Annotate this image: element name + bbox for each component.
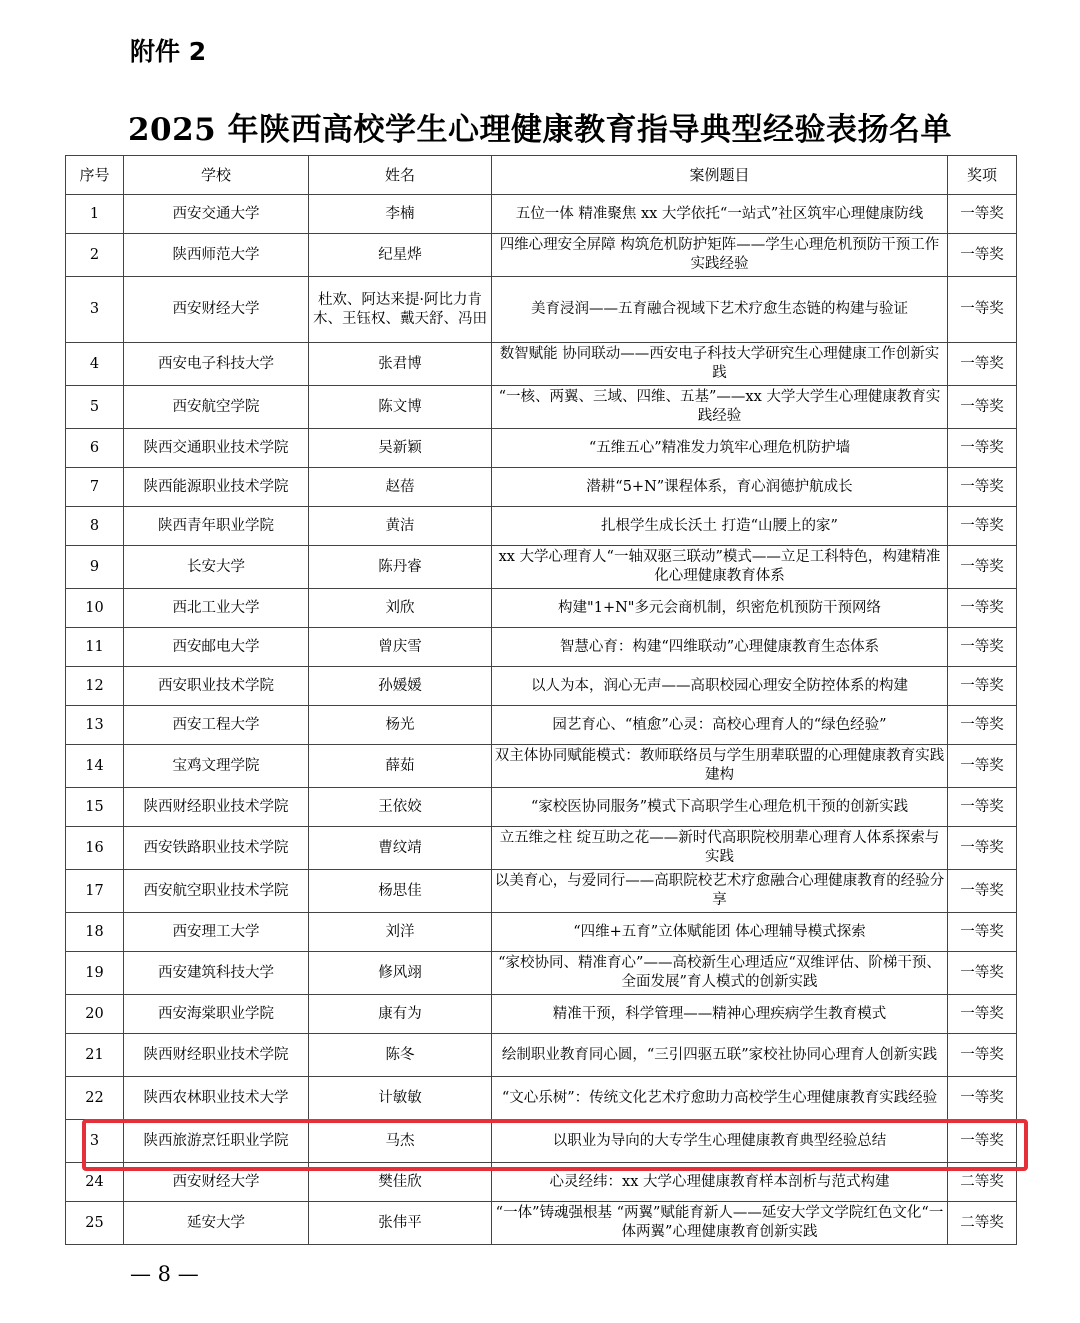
- cell-name: 吴新颖: [309, 429, 492, 468]
- table-row: [66, 995, 1017, 1034]
- cell-award: 一等奖: [948, 827, 1017, 870]
- table-row: [66, 546, 1017, 589]
- cell-school: 延安大学: [124, 1202, 309, 1245]
- cell-index: 14: [66, 745, 124, 788]
- cell-case-title: 心灵经纬：xx 大学心理健康教育样本剖析与范式构建: [492, 1163, 948, 1202]
- cell-name: 陈文博: [309, 386, 492, 429]
- cell-award: 一等奖: [948, 788, 1017, 827]
- cell-award: 一等奖: [948, 386, 1017, 429]
- cell-award: 一等奖: [948, 234, 1017, 277]
- cell-name: 刘洋: [309, 913, 492, 952]
- cell-award: 一等奖: [948, 589, 1017, 628]
- cell-case-title: 数智赋能 协同联动——西安电子科技大学研究生心理健康工作创新实践: [492, 343, 948, 386]
- awards-table: [65, 155, 1017, 1245]
- cell-award: 一等奖: [948, 468, 1017, 507]
- cell-school: 陕西交通职业技术学院: [124, 429, 309, 468]
- cell-award: 一等奖: [948, 429, 1017, 468]
- cell-case-title: 以美育心，与爱同行——高职院校艺术疗愈融合心理健康教育的经验分享: [492, 870, 948, 913]
- cell-award: 一等奖: [948, 546, 1017, 589]
- cell-award: 一等奖: [948, 1034, 1017, 1077]
- col-header-award: 奖项: [948, 156, 1017, 195]
- cell-award: 一等奖: [948, 343, 1017, 386]
- table-header-row: [66, 156, 1017, 195]
- cell-case-title: 精准干预，科学管理——精神心理疾病学生教育模式: [492, 995, 948, 1034]
- cell-award: 一等奖: [948, 913, 1017, 952]
- cell-school: 陕西能源职业技术学院: [124, 468, 309, 507]
- cell-name: 纪星烨: [309, 234, 492, 277]
- cell-school: 西安职业技术学院: [124, 667, 309, 706]
- table-row: [66, 952, 1017, 995]
- table-row: [66, 667, 1017, 706]
- cell-case-title: “一体”铸魂强根基 “两翼”赋能育新人——延安大学文学院红色文化“一体两翼”心理健康教育创新实践: [492, 1202, 948, 1245]
- table-row: [66, 788, 1017, 827]
- col-header-name: 姓名: [309, 156, 492, 195]
- cell-case-title: “家校医协同服务”模式下高职学生心理危机干预的创新实践: [492, 788, 948, 827]
- cell-school: 西安航空学院: [124, 386, 309, 429]
- cell-school: 陕西旅游烹饪职业学院: [124, 1120, 309, 1163]
- cell-award: 一等奖: [948, 1077, 1017, 1120]
- cell-school: 西安财经大学: [124, 1163, 309, 1202]
- cell-case-title: 五位一体 精准聚焦 xx 大学依托“一站式”社区筑牢心理健康防线: [492, 195, 948, 234]
- table-row: [66, 277, 1017, 343]
- table-row: [66, 343, 1017, 386]
- table-row: [66, 1163, 1017, 1202]
- cell-school: 西北工业大学: [124, 589, 309, 628]
- document-title: 2025 年陕西高校学生心理健康教育指导典型经验表扬名单: [127, 112, 953, 148]
- cell-name: 薛茹: [309, 745, 492, 788]
- cell-school: 陕西青年职业学院: [124, 507, 309, 546]
- cell-case-title: 四维心理安全屏障 构筑危机防护矩阵——学生心理危机预防干预工作实践经验: [492, 234, 948, 277]
- cell-index: 4: [66, 343, 124, 386]
- cell-name: 马杰: [309, 1120, 492, 1163]
- cell-case-title: xx 大学心理育人“一轴双驱三联动”模式——立足工科特色，构建精准化心理健康教育体系: [492, 546, 948, 589]
- cell-name: 陈丹睿: [309, 546, 492, 589]
- cell-award: 一等奖: [948, 277, 1017, 343]
- cell-school: 西安电子科技大学: [124, 343, 309, 386]
- table-row: [66, 589, 1017, 628]
- cell-index: 13: [66, 706, 124, 745]
- table-row: [66, 1202, 1017, 1245]
- table-row: [66, 1120, 1017, 1163]
- cell-index: 22: [66, 1077, 124, 1120]
- cell-case-title: “家校协同、精准育心”——高校新生心理适应“双维评估、阶梯干预、全面发展”育人模式的创新实践: [492, 952, 948, 995]
- cell-name: 修风翊: [309, 952, 492, 995]
- cell-name: 黄洁: [309, 507, 492, 546]
- table-row: [66, 507, 1017, 546]
- cell-case-title: 潜耕“5+N”课程体系，育心润德护航成长: [492, 468, 948, 507]
- cell-award: 一等奖: [948, 995, 1017, 1034]
- cell-index: 9: [66, 546, 124, 589]
- table-body: [66, 195, 1017, 1245]
- cell-name: 刘欣: [309, 589, 492, 628]
- cell-award: 一等奖: [948, 667, 1017, 706]
- cell-index: 18: [66, 913, 124, 952]
- table-row: [66, 745, 1017, 788]
- cell-index: 1: [66, 195, 124, 234]
- cell-case-title: 构建"1+N"多元会商机制，织密危机预防干预网络: [492, 589, 948, 628]
- cell-name: 曹纹靖: [309, 827, 492, 870]
- cell-school: 西安财经大学: [124, 277, 309, 343]
- cell-index: 6: [66, 429, 124, 468]
- cell-name: 张君博: [309, 343, 492, 386]
- cell-index: 2: [66, 234, 124, 277]
- cell-index: 24: [66, 1163, 124, 1202]
- table-row: [66, 706, 1017, 745]
- cell-school: 西安航空职业技术学院: [124, 870, 309, 913]
- cell-school: 陕西农林职业技术大学: [124, 1077, 309, 1120]
- table-row: [66, 913, 1017, 952]
- table-row: [66, 429, 1017, 468]
- cell-index: 17: [66, 870, 124, 913]
- cell-name: 杜欢、阿达来提·阿比力肯木、王钰权、戴天舒、冯田: [309, 277, 492, 343]
- cell-award: 一等奖: [948, 507, 1017, 546]
- cell-index: 10: [66, 589, 124, 628]
- cell-name: 孙媛媛: [309, 667, 492, 706]
- cell-case-title: 以人为本，润心无声——高职校园心理安全防控体系的构建: [492, 667, 948, 706]
- cell-award: 一等奖: [948, 195, 1017, 234]
- cell-award: 一等奖: [948, 1120, 1017, 1163]
- cell-name: 陈冬: [309, 1034, 492, 1077]
- table-row: [66, 870, 1017, 913]
- cell-award: 一等奖: [948, 745, 1017, 788]
- cell-school: 长安大学: [124, 546, 309, 589]
- cell-index: 11: [66, 628, 124, 667]
- cell-name: 王依姣: [309, 788, 492, 827]
- table-row: [66, 386, 1017, 429]
- cell-index: 8: [66, 507, 124, 546]
- cell-name: 曾庆雪: [309, 628, 492, 667]
- cell-case-title: 智慧心育：构建“四维联动”心理健康教育生态体系: [492, 628, 948, 667]
- cell-case-title: “四维+五育”立体赋能团 体心理辅导模式探索: [492, 913, 948, 952]
- cell-school: 陕西财经职业技术学院: [124, 788, 309, 827]
- cell-case-title: 扎根学生成长沃土 打造“山腰上的家”: [492, 507, 948, 546]
- cell-case-title: 以职业为导向的大专学生心理健康教育典型经验总结: [492, 1120, 948, 1163]
- cell-case-title: 立五维之柱 绽互助之花——新时代高职院校朋辈心理育人体系探索与实践: [492, 827, 948, 870]
- cell-school: 西安建筑科技大学: [124, 952, 309, 995]
- cell-award: 一等奖: [948, 870, 1017, 913]
- cell-award: 二等奖: [948, 1202, 1017, 1245]
- cell-award: 一等奖: [948, 952, 1017, 995]
- cell-name: 杨思佳: [309, 870, 492, 913]
- cell-school: 西安工程大学: [124, 706, 309, 745]
- cell-school: 陕西师范大学: [124, 234, 309, 277]
- cell-case-title: “文心乐树”：传统文化艺术疗愈助力高校学生心理健康教育实践经验: [492, 1077, 948, 1120]
- cell-index: 7: [66, 468, 124, 507]
- cell-index: 15: [66, 788, 124, 827]
- cell-case-title: 绘制职业教育同心圆，“三引四驱五联”家校社协同心理育人创新实践: [492, 1034, 948, 1077]
- col-header-school: 学校: [124, 156, 309, 195]
- cell-school: 西安理工大学: [124, 913, 309, 952]
- cell-school: 陕西财经职业技术学院: [124, 1034, 309, 1077]
- cell-school: 宝鸡文理学院: [124, 745, 309, 788]
- cell-index: 20: [66, 995, 124, 1034]
- cell-school: 西安铁路职业技术学院: [124, 827, 309, 870]
- table-row: [66, 827, 1017, 870]
- cell-award: 一等奖: [948, 706, 1017, 745]
- cell-index: 5: [66, 386, 124, 429]
- cell-name: 张伟平: [309, 1202, 492, 1245]
- table-row: [66, 1034, 1017, 1077]
- page-number: — 8 —: [130, 1262, 199, 1286]
- cell-case-title: “五维五心”精准发力筑牢心理危机防护墙: [492, 429, 948, 468]
- cell-name: 李楠: [309, 195, 492, 234]
- table-row: [66, 1077, 1017, 1120]
- table-row: [66, 195, 1017, 234]
- cell-case-title: 美育浸润——五育融合视域下艺术疗愈生态链的构建与验证: [492, 277, 948, 343]
- cell-case-title: 双主体协同赋能模式：教师联络员与学生朋辈联盟的心理健康教育实践建构: [492, 745, 948, 788]
- cell-index: 3: [66, 277, 124, 343]
- table-row: [66, 468, 1017, 507]
- cell-case-title: “一核、两翼、三域、四维、五基”——xx 大学大学生心理健康教育实践经验: [492, 386, 948, 429]
- cell-award: 二等奖: [948, 1163, 1017, 1202]
- cell-index: 3: [66, 1120, 124, 1163]
- attachment-label: 附件 2: [130, 37, 207, 66]
- cell-award: 一等奖: [948, 628, 1017, 667]
- cell-index: 19: [66, 952, 124, 995]
- cell-index: 21: [66, 1034, 124, 1077]
- col-header-case-title: 案例题目: [492, 156, 948, 195]
- col-header-index: 序号: [66, 156, 124, 195]
- cell-name: 杨光: [309, 706, 492, 745]
- table-row: [66, 234, 1017, 277]
- cell-name: 康有为: [309, 995, 492, 1034]
- cell-school: 西安交通大学: [124, 195, 309, 234]
- cell-name: 樊佳欣: [309, 1163, 492, 1202]
- cell-index: 12: [66, 667, 124, 706]
- cell-case-title: 园艺育心、“植愈”心灵：高校心理育人的“绿色经验”: [492, 706, 948, 745]
- cell-school: 西安海棠职业学院: [124, 995, 309, 1034]
- cell-index: 16: [66, 827, 124, 870]
- table-row: [66, 628, 1017, 667]
- cell-index: 25: [66, 1202, 124, 1245]
- cell-name: 赵蓓: [309, 468, 492, 507]
- cell-school: 西安邮电大学: [124, 628, 309, 667]
- cell-name: 计敏敏: [309, 1077, 492, 1120]
